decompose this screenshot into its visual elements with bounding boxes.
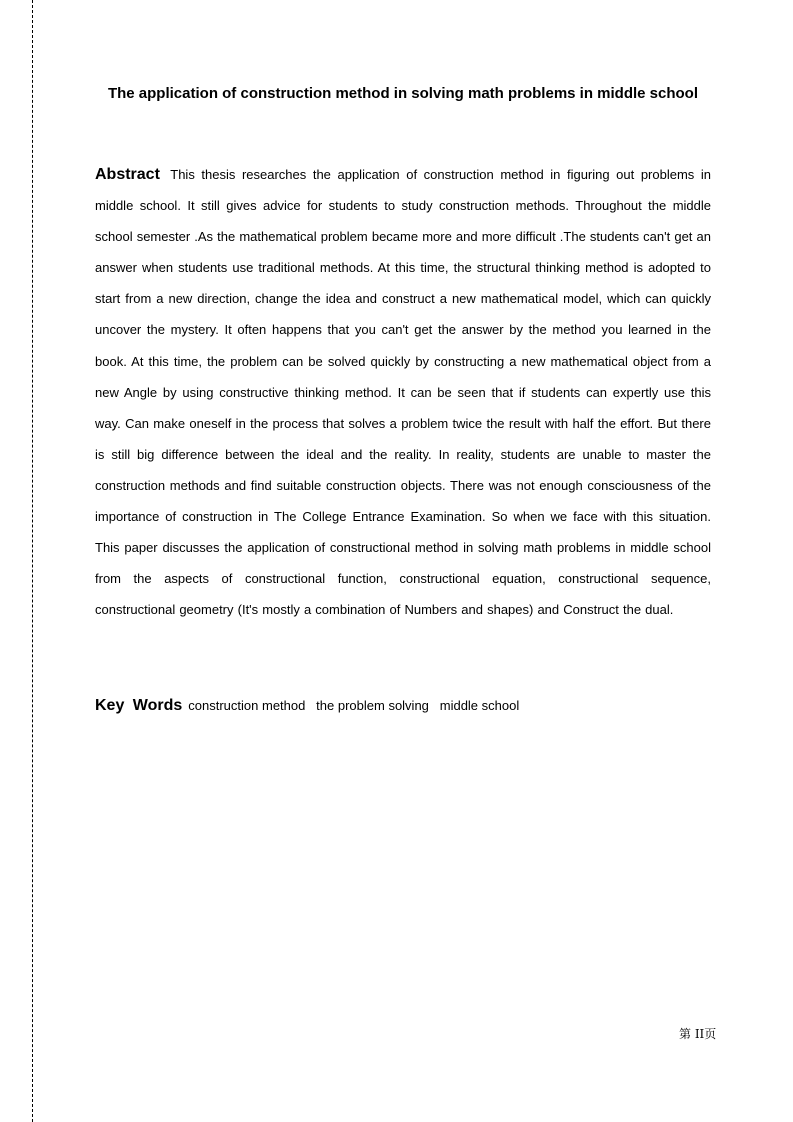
abstract-paragraph xyxy=(95,159,711,625)
page-number: 第 II页 xyxy=(679,1027,717,1041)
keywords-text: construction method the problem solving middle school xyxy=(188,698,520,713)
binding-dashed-line xyxy=(32,0,33,1122)
keywords-line xyxy=(95,693,711,719)
abstract-label: Abstract xyxy=(95,166,160,183)
keywords-label: Key Words xyxy=(95,697,183,714)
document-title: The application of construction method in solving math problems in middle school xyxy=(107,85,699,102)
abstract-text: This thesis researches the application of construction method in figuring out problems in middle school. It still gives advice for students to study construction methods. Throughout the middle school semester .As the mathematical problem became more and more difficult .The students can't get an answer when students use traditional methods. At this time, the structural thinking method is adopted to start from a new direction, change the idea and construct a new mathematical model, which can quickly uncover the mystery. It often happens that you can't get the answer by the method you learned in the book. At this time, the problem can be solved quickly by constructing a new mathematical object from a new Angle by using constructive thinking method. It can be seen that if students can expertly use this way. Can make oneself in the process that solves a problem twice the result with half the effort. But there is still big difference between the ideal and the reality. In reality, students are unable to master the construction methods and find suitable construction objects. There was not enough consciousness of the importance of construction in The College Entrance Examination. So when we face with this situation. This paper discusses the application of constructional method in solving math problems in middle school from the aspects of constructional function, constructional equation, constructional sequence, constructional geometry (It's mostly a combination of Numbers and shapes) and Construct the dual. xyxy=(95,167,711,618)
